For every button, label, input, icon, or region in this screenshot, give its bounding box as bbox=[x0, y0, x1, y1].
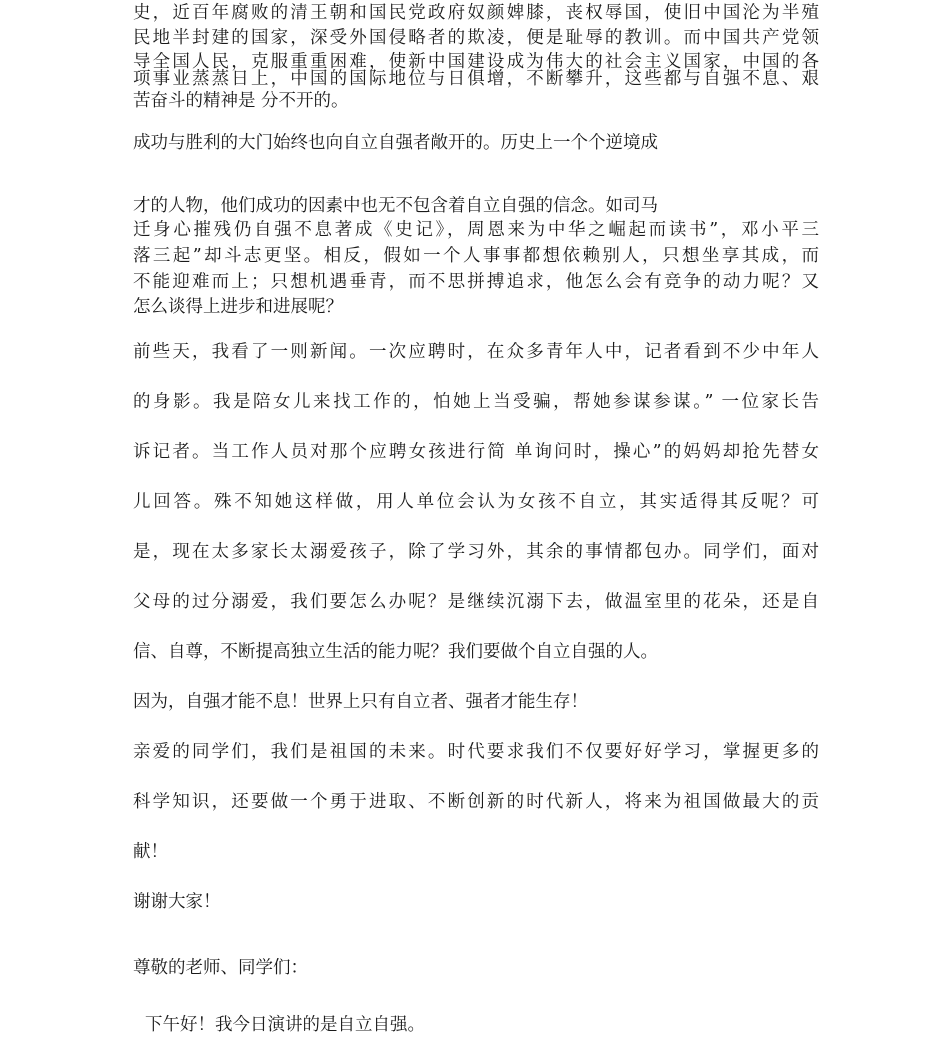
text-line: 父母的过分溺爱，我们要怎么办呢？是继续沉溺下去，做温室里的花朵，还是自 bbox=[133, 592, 819, 612]
text-line: 才的人物，他们成功的因素中也无不包含着自立自强的信念。如司马 bbox=[133, 196, 658, 216]
text-line: 前些天，我看了一则新闻。一次应聘时，在众多青年人中，记者看到不少中年人 bbox=[133, 342, 819, 362]
text-line: 亲爱的同学们，我们是祖国的未来。时代要求我们不仅要好好学习，掌握更多的 bbox=[133, 742, 819, 762]
text-line: 献！ bbox=[133, 842, 168, 862]
text-line: 不能迎难而上；只想机遇垂青，而不思拼搏追求，他怎么会有竞争的动力呢？又 bbox=[133, 272, 819, 292]
text-line: 项事业蒸蒸日上，中国的国际地位与日俱增，不断攀升，这些都与自强不息、艰 bbox=[133, 69, 819, 89]
text-line: 是，现在太多家长太溺爱孩子，除了学习外，其余的事情都包办。同学们，面对 bbox=[133, 542, 819, 562]
text-line: 民地半封建的国家，深受外国侵略者的欺凌，便是耻辱的教训。而中国共产党领 bbox=[133, 28, 819, 48]
text-line: 落三起”却斗志更坚。相反，假如一个人事事都想依赖别人，只想坐享其成，而 bbox=[133, 246, 819, 266]
text-line: 科学知识，还要做一个勇于进取、不断创新的时代新人，将来为祖国做最大的贡 bbox=[133, 792, 819, 812]
text-line: 的身影。我是陪女儿来找工作的，怕她上当受骗，帮她参谋参谋。” 一位家长告 bbox=[133, 392, 819, 412]
text-line: 因为，自强才能不息！世界上只有自立者、强者才能生存！ bbox=[133, 692, 588, 712]
text-line: 史，近百年腐败的清王朝和国民党政府奴颜婢膝，丧权辱国，使旧中国沦为半殖 bbox=[133, 3, 819, 23]
text-line: 信、自尊，不断提高独立生活的能力呢？我们要做个自立自强的人。 bbox=[133, 642, 658, 662]
text-line: 尊敬的老师、同学们： bbox=[133, 958, 308, 978]
text-line: 成功与胜利的大门始终也向自立自强者敞开的。历史上一个个逆境成 bbox=[133, 133, 658, 153]
text-line: 怎么谈得上进步和进展呢？ bbox=[133, 297, 343, 317]
text-line: 苦奋斗的精神是 分不开的。 bbox=[133, 91, 349, 111]
text-line: 迁身心摧残仍自强不息著成《史记》，周恩来为中华之崛起而读书”，邓小平三 bbox=[133, 220, 819, 240]
text-line: 儿回答。殊不知她这样做，用人单位会认为女孩不自立，其实适得其反呢？可 bbox=[133, 492, 819, 512]
text-line: 导全国人民，克服重重困难，使新中国建设成为伟大的社会主义国家，中国的各 bbox=[133, 52, 819, 72]
text-line: 下午好！我今日演讲的是自立自强。 bbox=[145, 1015, 425, 1035]
text-line: 诉记者。当工作人员对那个应聘女孩进行简 单询问时，操心”的妈妈却抢先替女 bbox=[133, 442, 819, 462]
text-line: 谢谢大家！ bbox=[133, 892, 221, 912]
